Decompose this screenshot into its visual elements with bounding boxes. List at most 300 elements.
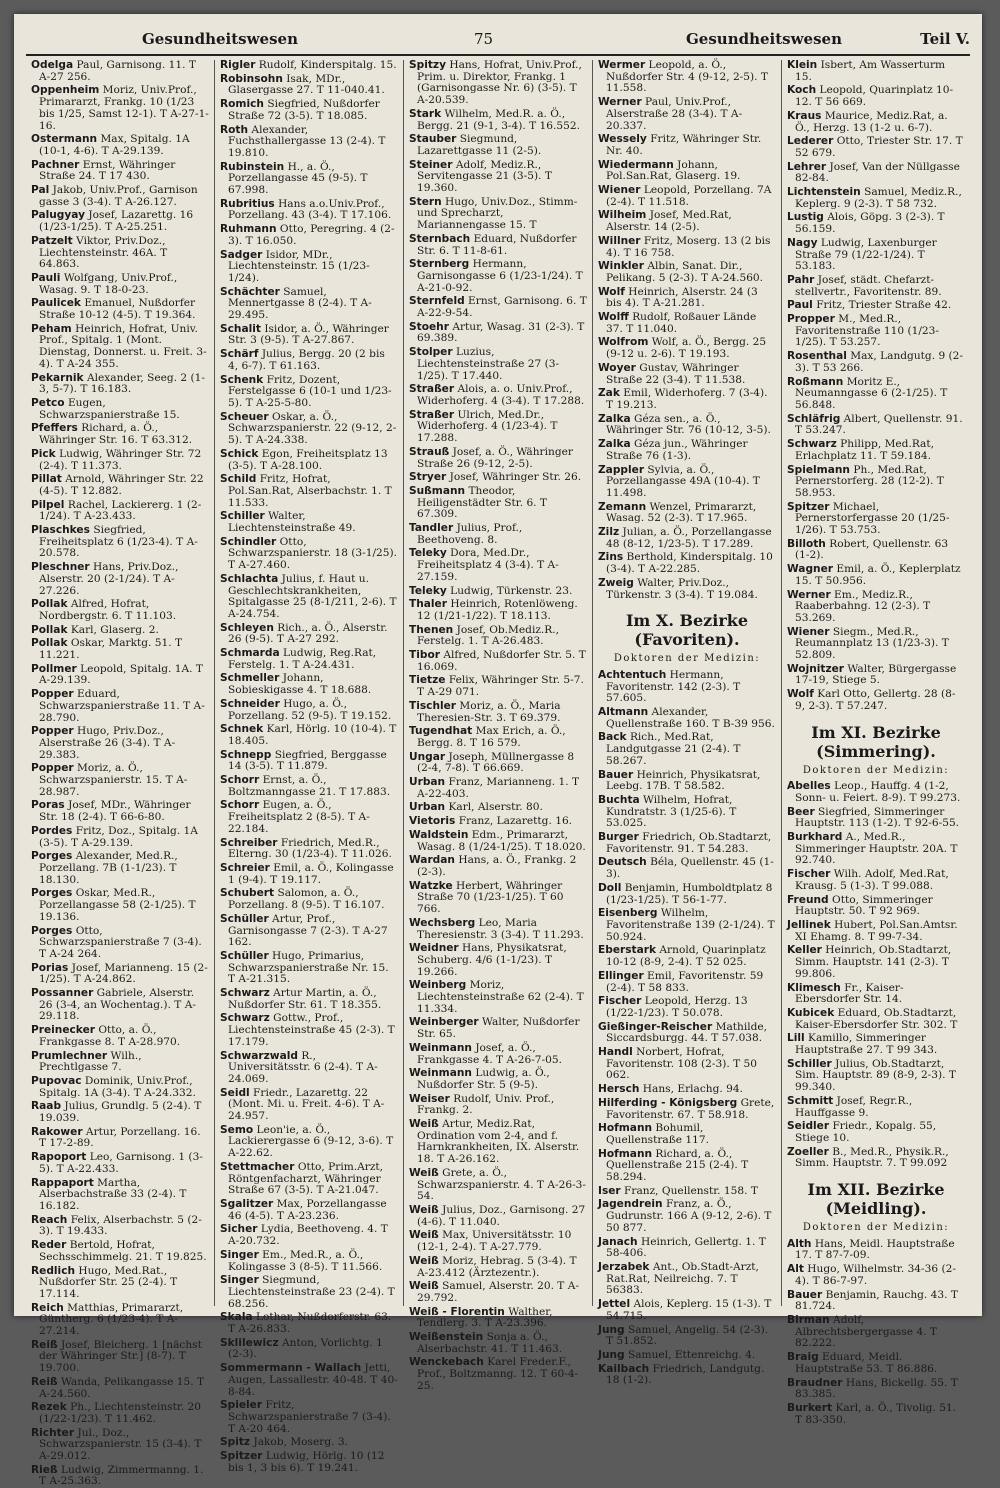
entry-details: Isbert, Am Wasserturm 15. — [795, 59, 946, 83]
directory-entry — [787, 920, 965, 943]
entry-name: Stauber — [409, 133, 457, 146]
entry-name: Schwarzwald — [220, 1049, 298, 1062]
directory-entry — [31, 664, 209, 687]
entry-name: Rubritius — [220, 197, 275, 210]
entry-details: Samuel, Alserstr. 20. T A-29.792. — [417, 1280, 579, 1304]
directory-entry — [787, 590, 965, 625]
entry-details: Viktor, Priv.Doz., Liechtensteinstr. 46A. T 64.863. — [39, 234, 168, 271]
entry-details: Friedr., Lazarettg. 22 (Mont. Mi. u. Freit. 4-6). T A-24.957. — [228, 1086, 385, 1123]
directory-entry — [598, 971, 776, 994]
entry-name: Kraus — [787, 109, 822, 122]
directory-entry — [220, 1199, 398, 1222]
entry-name: Weiser — [409, 1092, 450, 1105]
directory-entry — [787, 1315, 965, 1350]
entry-details: Artur, Wasag. 31 (2-3). T 69.389. — [417, 320, 585, 345]
entry-details: Theodor, Heiligenstädter Str. 6. T 67.309. — [417, 484, 547, 521]
directory-entry — [409, 1281, 587, 1304]
directory-entry — [31, 60, 209, 83]
entry-name: Weinberg — [409, 979, 467, 992]
entry-name: Schärf — [220, 348, 259, 361]
entry-details: Karl Otto, Gellertg. 28 (8-9, 2-3). T 57.247. — [795, 688, 956, 712]
entry-details: Jakob, Moserg. 3. — [253, 1436, 348, 1449]
directory-entry — [787, 439, 965, 462]
directory-entry — [409, 322, 587, 345]
entry-details: Julius, f. Haut u. Geschlechtskrankheiten, Spitalgasse 25 (8-1/211, 2-6). T A-24.754. — [228, 572, 397, 620]
directory-entry — [598, 236, 776, 259]
entry-details: Heinrich, Physikatsrat, Leebg. 17B. T 58.582. — [606, 768, 761, 793]
directory-entry — [598, 527, 776, 550]
entry-name: Weinmann — [409, 1041, 472, 1054]
entry-details: Franz, Quellenstr. 158. T — [624, 1184, 758, 1197]
entry-name: Pilpel — [31, 498, 65, 511]
entry-details: Isak, MDr., Glasergasse 27. T 11-040.41. — [228, 72, 385, 97]
directory-entry — [31, 638, 209, 661]
entry-details: Rudolf, Roßauer Lände 37. T 11.040. — [606, 311, 757, 335]
directory-entry — [598, 578, 776, 601]
entry-name: Jagendrein — [598, 1198, 663, 1211]
entry-details: Ludwig, Laxenburger Straße 79 (1/22-1/24). T 53.183. — [795, 236, 937, 273]
entry-details: Ernst, Garnisong. 6. T A-22-9-54. — [417, 295, 587, 320]
entry-name: Pollmer — [31, 662, 77, 675]
directory-entry — [787, 869, 965, 892]
directory-entry — [598, 908, 776, 943]
directory-entry — [598, 1325, 776, 1348]
directory-entry — [409, 777, 587, 800]
entry-details: Alois, Göpg. 3 (2-3). T 56.159. — [795, 211, 945, 236]
directory-entry — [598, 414, 776, 437]
directory-entry — [220, 1088, 398, 1123]
entry-name: Stern — [409, 195, 442, 208]
entry-details: Josef, Bleicherg. 1 [nächst der Währinger Str.] (8-7). T 19.700. — [39, 1338, 202, 1375]
directory-entry — [409, 586, 587, 598]
directory-entry — [31, 1377, 209, 1400]
directory-entry — [409, 1094, 587, 1117]
entry-details: Hermann, Garnisongasse 6 (1/23-1/24). T A-21-0-92. — [417, 258, 583, 294]
entry-details: R., Universitätsstr. 6 (2-4). T A-24.069. — [228, 1049, 378, 1085]
directory-entry — [787, 895, 965, 918]
entry-name: Roth — [220, 123, 249, 136]
directory-entry — [787, 539, 965, 562]
entry-name: Zemann — [598, 500, 647, 513]
entry-name: Tischler — [409, 699, 457, 712]
district-title: Im XII. Bezirke — [807, 1180, 945, 1200]
directory-entry — [220, 1338, 398, 1361]
directory-entry — [220, 1437, 398, 1449]
entry-details: Ludwig, Zimmermanng. 1. T A-25.363. — [39, 1463, 204, 1488]
entry-details: Fritz, Währinger Str. Nr. 40. — [606, 133, 762, 157]
entry-name: Spitzer — [787, 500, 830, 513]
directory-entry — [598, 60, 776, 95]
entry-details: Wolf, a. Ö., Bergg. 25 (9-12 u. 2-6). T 19.193. — [606, 336, 767, 361]
entry-details: Leopold, Quarinplatz 10-12. T 56 669. — [795, 84, 954, 109]
entry-details: Alexander, Med.R., Porzellang. 7B (1-1/23). T 18.130. — [39, 850, 178, 886]
entry-details: Hans, Meidl. Hauptstraße 17. T 87-7-09. — [795, 1237, 955, 1262]
directory-entry — [598, 770, 776, 793]
entry-name: Sicher — [220, 1223, 258, 1236]
entry-details: Friedr., Kopalg. 55, Stiege 10. — [795, 1120, 937, 1144]
entry-details: Hans, Hofrat, Univ.Prof., Prim. u. Direktor, Frankg. 1 (Garnisongasse Nr. 6) (3-5). T A-20.539. — [417, 59, 582, 107]
entry-name: Werner — [787, 588, 831, 601]
entry-details: Grete, a. Ö., Schwarzspanierstr. 4. T A-26-3-54. — [417, 1166, 586, 1203]
entry-name: Seidl — [220, 1086, 250, 1099]
directory-entry — [787, 300, 965, 312]
directory-entry — [220, 74, 398, 97]
entry-details: Alexander, Fuchsthallergasse 13 (2-4). T 19.810. — [228, 123, 386, 159]
directory-entry — [220, 324, 398, 347]
entry-details: Benjamin, Rauchg. 43. T 81.724. — [795, 1288, 958, 1313]
directory-entry — [409, 410, 587, 445]
directory-entry — [787, 314, 965, 349]
column-3 — [404, 59, 593, 1392]
entry-details: Géza sen., a. Ö., Währinger Str. 76 (10-12, 3-5). — [606, 412, 771, 437]
entry-name: Weiß — [409, 1229, 439, 1242]
directory-entry — [787, 1096, 965, 1119]
directory-entry — [598, 1350, 776, 1362]
district-heading — [787, 723, 965, 761]
entry-name: Thenen — [409, 623, 454, 636]
entry-details: Eugen, Schwarzspanierstraße 15. — [39, 396, 180, 421]
directory-entry — [598, 1123, 776, 1146]
entry-name: Birman — [787, 1313, 830, 1326]
entry-details: Samuel, Mediz.R., Keplerg. 9 (2-3). T 58 732. — [795, 186, 962, 210]
column-4 — [593, 59, 782, 1387]
directory-entry — [31, 1215, 209, 1238]
entry-details: Adolf, Mediz.R., Servitengasse 21 (3-5). T 19.360. — [417, 158, 552, 195]
directory-entry — [409, 472, 587, 484]
directory-entry — [598, 1149, 776, 1184]
entry-details: Karl, a. Ö., Tivolig. 51. T 83-350. — [795, 1401, 957, 1426]
entry-name: Sternberg — [409, 258, 470, 271]
entry-details: Gustav, Währinger Straße 22 (3-4). T 11.538. — [606, 361, 746, 386]
entry-name: Lederer — [787, 135, 834, 148]
entry-name: Sternbach — [409, 232, 471, 245]
directory-entry — [598, 465, 776, 500]
entry-name: Weinmann — [409, 1067, 472, 1080]
directory-entry — [409, 650, 587, 673]
entry-details: Joseph, Müllnergasse 8 (2-4, 7-8). T 66.669. — [417, 750, 575, 775]
directory-entry — [31, 236, 209, 271]
directory-entry — [787, 351, 965, 374]
directory-entry — [31, 398, 209, 421]
directory-entry — [220, 1363, 398, 1398]
directory-entry — [598, 1186, 776, 1198]
entry-details: Ludwig, Türkenstr. 23. — [450, 584, 573, 597]
entry-name: Rappaport — [31, 1176, 94, 1189]
directory-entry — [787, 162, 965, 185]
entry-details: Heinrich, Gellertg. 1. T 58-406. — [606, 1235, 766, 1260]
directory-entry — [598, 732, 776, 767]
directory-entry — [787, 187, 965, 210]
entry-name: Schiller — [220, 510, 265, 523]
entry-details: Lothar, Nußdorferstr. 63. T A-26.833. — [228, 1311, 392, 1336]
entry-name: Spitzy — [409, 59, 446, 71]
section-label: Doktoren der Medizin: — [613, 653, 761, 665]
entry-name: Werner — [598, 96, 642, 109]
entry-details: Josef, Lazarettg. 16 (1/23-1/25). T A-25.251. — [39, 209, 194, 234]
entry-details: Arnold, Währinger Str. 22 (4-5). T 12.882. — [39, 473, 204, 497]
entry-name: Abelles — [787, 780, 831, 793]
entry-name: Possanner — [31, 987, 94, 1000]
entry-name: Schalit — [220, 322, 261, 335]
directory-entry — [409, 197, 587, 232]
entry-details: Béla, Quellenstr. 45 (1-3). — [606, 856, 774, 881]
entry-name: Bauer — [598, 768, 634, 781]
entry-name: Janach — [598, 1235, 638, 1248]
entry-name: Fischer — [598, 995, 642, 1008]
directory-entry — [787, 1033, 965, 1056]
entry-details: Felix, Währinger Str. 5-7. T A-29 071. — [417, 674, 584, 699]
directory-entry — [787, 1008, 965, 1031]
entry-name: Wagner — [787, 563, 833, 576]
directory-entry — [31, 800, 209, 823]
directory-entry — [220, 1013, 398, 1048]
directory-entry — [409, 881, 587, 916]
entry-name: Porias — [31, 961, 69, 974]
entry-details: Leopold, Spitalg. 1A. T A-29.139. — [39, 662, 203, 687]
entry-details: Jakob, Univ.Prof., Garnison gasse 3 (3-4). T A-26.127. — [39, 184, 198, 208]
entry-details: Paul, Univ.Prof., Alserstraße 28 (3-4). T A-20.337. — [606, 96, 743, 132]
entry-details: Julius, Doz., Garnisong. 27 (4-6). T 11.040. — [417, 1203, 586, 1228]
entry-name: Reiß — [31, 1375, 58, 1388]
directory-entry — [598, 261, 776, 284]
directory-entry — [787, 1264, 965, 1287]
entry-details: Alois, a. o. Univ.Prof., Widerhoferg. 4 (3-4). T 17.288. — [417, 383, 585, 407]
entry-name: Wilheim — [598, 209, 647, 222]
entry-details: Otto, Schwarzspanierstraße 7 (3-4). T A-24 264. — [39, 924, 202, 960]
directory-entry — [787, 60, 965, 83]
entry-name: Tugendhat — [409, 725, 473, 738]
entry-details: Otto, Schwarzspanierstr. 18 (3-1/25). T A-27.460. — [228, 535, 398, 572]
entry-name: Weißenstein — [409, 1331, 484, 1344]
entry-name: Redlich — [31, 1264, 76, 1277]
entry-details: Heinrich, Alserstr. 24 (3 bis 4). T A-21.281. — [606, 285, 758, 310]
entry-details: Wenzel, Primararzt, Wasag. 52 (2-3). T 17.965. — [606, 500, 757, 525]
entry-details: Siegfried, Simmeringer Hauptstr. 113 (1-2). T 92-6-55. — [795, 805, 960, 830]
entry-name: Porges — [31, 887, 73, 900]
entry-name: Stark — [409, 107, 442, 120]
directory-entry — [409, 134, 587, 157]
entry-details: Eugen, a. Ö., Freiheitsplatz 2 (8-5). T A-22.184. — [228, 799, 370, 835]
entry-name: Schwarz — [787, 438, 837, 451]
directory-entry — [31, 1266, 209, 1301]
directory-entry — [31, 625, 209, 637]
entry-name: Schreier — [220, 862, 270, 874]
entry-name: Burkert — [787, 1401, 833, 1414]
directory-entry — [220, 1451, 398, 1474]
directory-entry — [409, 752, 587, 775]
entry-details: Eduard, Schwarzspanierstraße 11. T A-28.790. — [39, 688, 205, 724]
entry-name: Rieß — [31, 1463, 58, 1476]
directory-entry — [787, 664, 965, 687]
entry-details: Fr., Kaiser-Ebersdorfer Str. 14. — [795, 981, 904, 1006]
entry-details: Max, Spitalg. 1A (10-1, 4-6). T A-29.139. — [39, 133, 190, 157]
directory-entry — [31, 763, 209, 798]
entry-name: Lehrer — [787, 160, 827, 173]
entry-name: Schiller — [787, 1057, 832, 1070]
entry-name: Woyer — [598, 361, 636, 374]
entry-name: Stryer — [409, 471, 447, 484]
entry-name: Urban — [409, 776, 446, 789]
directory-entry — [220, 537, 398, 572]
entry-details: Gottw., Prof., Liechtensteinstraße 45 (2-3). T 17.179. — [228, 1012, 395, 1048]
entry-name: Alth — [787, 1237, 812, 1250]
directory-entry — [220, 474, 398, 509]
directory-entry — [598, 832, 776, 855]
directory-entry — [598, 883, 776, 906]
entry-details: Isidor, a. Ö., Währinger Str. 3 (9-5). T A-27.867. — [228, 322, 389, 347]
entry-details: Walter, Priv.Doz., Türkenstr. 3 (3-4). T 19.084. — [606, 576, 758, 601]
district-subtitle: (Meidling). — [825, 1199, 927, 1219]
entry-details: Grete, Favoritenstr. 67. T 58.918. — [606, 1096, 775, 1121]
entry-name: Sklilewicz — [220, 1336, 279, 1349]
entry-details: Karel Freder.F., Prof., Boltzmanng. 12. T 60-4-25. — [417, 1356, 579, 1392]
entry-name: Reder — [31, 1239, 67, 1252]
entry-details: Moriz, Liechtensteinstraße 62 (2-4). T 11.334. — [417, 979, 584, 1015]
entry-details: Hans a.o.Univ.Prof., Porzellang. 43 (3-4). T 17.106. — [228, 197, 392, 222]
entry-name: Wermer — [598, 59, 646, 71]
entry-name: Winkler — [598, 260, 644, 273]
entry-details: Hugo, Med.Rat., Nußdorfer Str. 25 (2-4). T 17.114. — [39, 1264, 178, 1300]
entry-details: Wilhelm, Favoritenstraße 139 (2-1/24). T 50.924. — [606, 907, 775, 943]
directory-entry — [220, 914, 398, 949]
directory-entry — [31, 1465, 209, 1488]
directory-entry — [787, 414, 965, 437]
entry-details: Walter, Bürgergasse 17-19, Stiege 5. — [795, 662, 957, 687]
entry-name: Eisenberg — [598, 907, 658, 920]
entry-name: Spielmann — [787, 463, 850, 476]
entry-details: Eduard, Nußdorfer Str. 6. T 11-8-61. — [417, 232, 577, 257]
entry-name: Freund — [787, 893, 829, 906]
directory-entry — [31, 1402, 209, 1425]
entry-details: A., Med.R., Simmeringer Hauptstr. 20A. T 92.740. — [795, 831, 958, 867]
directory-entry — [409, 1205, 587, 1228]
entry-name: Zalka — [598, 438, 631, 451]
entry-details: Gabriele, Alserstr. 26 (3-4, an Wochentag.). T A-29.118. — [39, 987, 196, 1023]
entry-name: Schwarz — [220, 987, 270, 1000]
directory-entry — [787, 1352, 965, 1375]
entry-name: Weidner — [409, 942, 459, 955]
entry-name: Rezek — [31, 1401, 67, 1414]
entry-name: Schmarda — [220, 647, 280, 660]
entry-name: Weiß — [409, 1203, 439, 1216]
entry-name: Reach — [31, 1213, 68, 1226]
directory-entry — [220, 775, 398, 798]
entry-name: Jung — [598, 1323, 625, 1336]
entry-details: Géza jun., Währinger Straße 76 (1-3). — [606, 438, 748, 462]
entry-name: Beer — [787, 805, 815, 818]
entry-details: Rachel, Lackiererg. 1 (2-1/24). T A-23.433. — [39, 498, 202, 523]
directory-entry — [787, 111, 965, 134]
directory-entry — [31, 85, 209, 132]
entry-name: Semo — [220, 1123, 254, 1136]
entry-details: Kamillo, Simmeringer Hauptstraße 27. T 99 343. — [795, 1032, 938, 1057]
directory-entry — [787, 781, 965, 804]
directory-entry — [31, 888, 209, 923]
entry-name: Spitzer — [220, 1450, 263, 1463]
entry-name: Rakower — [31, 1125, 83, 1138]
entry-name: Tietze — [409, 674, 446, 687]
entry-details: Martha, Alserbachstraße 33 (2-4). T 16.182. — [39, 1176, 187, 1212]
directory-entry — [787, 136, 965, 159]
directory-entry — [409, 109, 587, 132]
entry-name: Palugyay — [31, 209, 86, 222]
entry-name: Richter — [31, 1426, 75, 1439]
directory-entry — [787, 832, 965, 867]
entry-name: Wiener — [598, 184, 641, 197]
directory-entry — [31, 1303, 209, 1338]
entry-name: Hersch — [598, 1083, 640, 1096]
entry-name: Porges — [31, 924, 73, 937]
entry-details: Sonja a. Ö., Alserbachstr. 41. T 11.463. — [417, 1331, 563, 1355]
directory-entry — [787, 1403, 965, 1426]
entry-details: Artur, Prof., Garnisongasse 7 (2-3). T A-27 162. — [228, 912, 388, 949]
directory-entry — [787, 238, 965, 273]
entry-name: Schleyen — [220, 621, 274, 634]
directory-entry — [220, 125, 398, 160]
directory-entry — [31, 851, 209, 886]
entry-name: Koch — [787, 84, 817, 97]
directory-entry — [409, 675, 587, 698]
directory-entry — [409, 599, 587, 622]
entry-details: Max, Universitätsstr. 10 (12-1, 2-4). T A-27.779. — [417, 1229, 572, 1254]
directory-entry — [409, 486, 587, 521]
entry-details: Ludwig, a. Ö., Nußdorfer Str. 5 (9-5). — [417, 1067, 550, 1091]
directory-entry — [409, 1119, 587, 1166]
directory-entry — [787, 564, 965, 587]
entry-details: Julius, Grundlg. 5 (2-4). T 19.039. — [39, 1100, 202, 1125]
entry-details: Otto, a. Ö., Frankgasse 8. T A-28.970. — [39, 1024, 181, 1048]
directory-entry — [220, 1312, 398, 1335]
directory-entry — [220, 287, 398, 322]
entry-name: Weinberger — [409, 1016, 479, 1029]
entry-name: Popper — [31, 725, 74, 738]
directory-entry — [787, 85, 965, 108]
directory-entry — [409, 980, 587, 1015]
directory-entry — [220, 673, 398, 696]
directory-entry — [409, 548, 587, 583]
entry-name: Poras — [31, 799, 65, 812]
directory-entry — [598, 363, 776, 386]
entry-details: Heinrich, Hofrat, Univ. Prof., Spitalg. 1 (Mont. Dienstag, Donnerst. u. Freit. 3-4). T A-24 355. — [39, 322, 207, 370]
directory-entry — [409, 943, 587, 978]
directory-entry — [598, 312, 776, 335]
entry-name: Willner — [598, 234, 641, 247]
directory-entry — [220, 511, 398, 534]
entry-name: Bauer — [787, 1288, 823, 1301]
directory-entry — [598, 1299, 776, 1322]
directory-entry — [31, 1152, 209, 1175]
entry-name: Urban — [409, 801, 446, 814]
directory-entry — [220, 623, 398, 646]
entry-name: Prumlechner — [31, 1049, 108, 1062]
entry-name: Skala — [220, 1311, 253, 1324]
entry-name: Weiß — [409, 1166, 439, 1179]
entry-name: Fischer — [787, 868, 831, 881]
directory-entry — [409, 1307, 587, 1330]
entry-details: Walter, Nußdorfer Str. 65. — [417, 1016, 580, 1041]
directory-entry — [220, 1250, 398, 1273]
entry-details: Leopold, a. Ö., Nußdorfer Str. 4 (9-12, 2-5). T 11.558. — [606, 59, 768, 95]
directory-entry — [409, 1332, 587, 1355]
entry-name: Pachner — [31, 158, 80, 171]
directory-page — [14, 14, 982, 1488]
directory-entry — [31, 449, 209, 472]
entry-name: Wenckebach — [409, 1356, 484, 1369]
entry-details: Heinrich, Rotenlöweng. 12 (1/21-1/22). T 18.113. — [417, 598, 578, 622]
entry-details: Johann, Pol.San.Rat, Glaserg. 19. — [606, 158, 741, 183]
entry-details: Albin, Sanat. Dir., Pelikang. 5 (2-3). T A-24.560. — [606, 260, 764, 284]
directory-entry — [31, 1178, 209, 1213]
